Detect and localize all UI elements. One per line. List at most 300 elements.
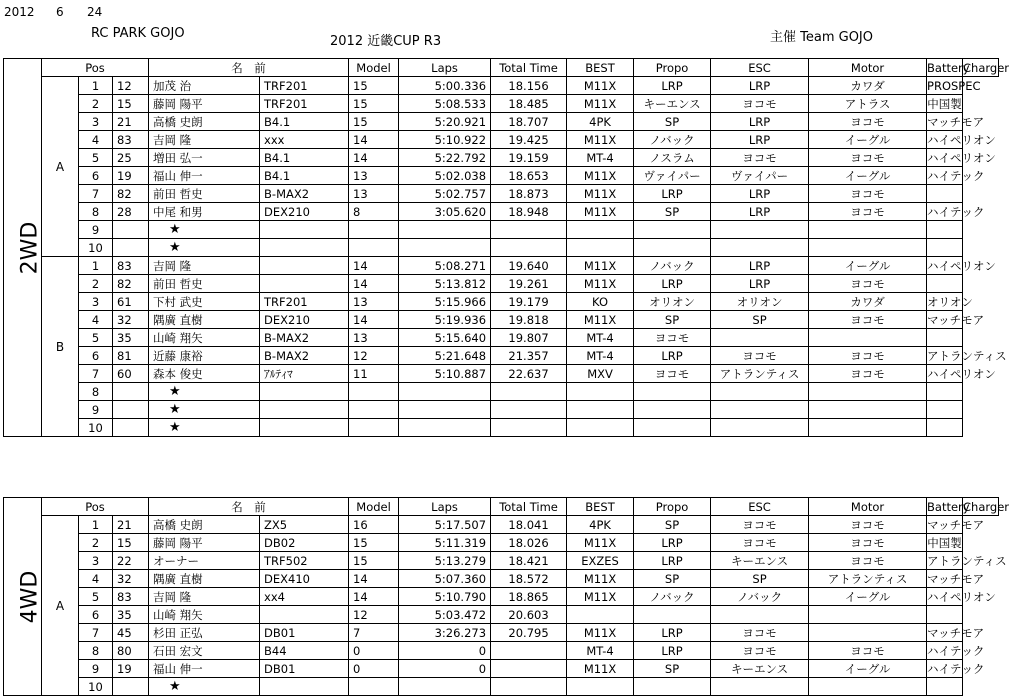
no-cell: 15 — [113, 534, 149, 552]
motor-cell: SP — [711, 311, 809, 329]
table-row — [4, 167, 999, 185]
col-header: Propo — [634, 59, 711, 77]
battery-cell: ヨコモ — [809, 185, 927, 203]
col-header: Charger — [963, 499, 1009, 514]
name-cell: 中尾 和男 — [149, 203, 260, 221]
pos-cell: 7 — [79, 365, 113, 383]
no-cell: 81 — [113, 347, 149, 365]
laps-cell: 12 — [349, 606, 399, 624]
propo-cell: M11X — [567, 185, 634, 203]
table-row — [4, 275, 999, 293]
col-header: Battery — [927, 60, 970, 75]
col-header-pos: Pos — [42, 59, 149, 77]
esc-cell: LRP — [634, 347, 711, 365]
pos-cell: 3 — [79, 113, 113, 131]
name-cell: 隅廣 直樹 — [149, 311, 260, 329]
total-cell: 5:15.640 — [399, 329, 491, 347]
pos-cell: 4 — [79, 570, 113, 588]
propo-cell — [567, 383, 634, 401]
model-cell: DEX210 — [260, 311, 349, 329]
charger-cell: マッチモア — [927, 114, 985, 129]
battery-cell: ヨコモ — [809, 149, 927, 167]
esc-cell — [634, 239, 711, 257]
no-cell: 80 — [113, 642, 149, 660]
name-cell: 隅廣 直樹 — [149, 570, 260, 588]
model-cell: TRF502 — [260, 552, 349, 570]
propo-cell — [567, 678, 634, 696]
name-cell: 加茂 治 — [149, 77, 260, 95]
name-cell: 増田 弘一 — [149, 149, 260, 167]
motor-cell — [711, 401, 809, 419]
category-text: 2WD — [17, 221, 43, 274]
table-row — [4, 113, 999, 131]
total-cell: 5:17.507 — [399, 516, 491, 534]
total-cell: 3:05.620 — [399, 203, 491, 221]
charger-cell: マッチモア — [927, 517, 985, 532]
name-cell: 福山 伸一 — [149, 660, 260, 678]
col-header: Laps — [399, 59, 491, 77]
pos-cell: 8 — [79, 383, 113, 401]
model-cell: DEX210 — [260, 203, 349, 221]
model-cell: TRF201 — [260, 95, 349, 113]
charger-cell: マッチモア — [927, 571, 985, 586]
no-cell: 82 — [113, 275, 149, 293]
no-cell: 21 — [113, 113, 149, 131]
model-cell: TRF201 — [260, 293, 349, 311]
best-cell: 19.159 — [491, 149, 567, 167]
battery-cell — [809, 606, 927, 624]
laps-cell — [349, 401, 399, 419]
propo-cell — [567, 401, 634, 419]
motor-cell: LRP — [711, 275, 809, 293]
motor-cell: アトランティス — [711, 365, 809, 383]
battery-cell: ヨコモ — [809, 516, 927, 534]
propo-cell: MT-4 — [567, 329, 634, 347]
table-row — [4, 516, 999, 534]
total-cell: 5:02.038 — [399, 167, 491, 185]
table-row — [4, 311, 999, 329]
laps-cell: 13 — [349, 329, 399, 347]
laps-cell — [349, 221, 399, 239]
motor-cell — [711, 239, 809, 257]
best-cell: 22.637 — [491, 365, 567, 383]
total-cell: 5:08.533 — [399, 95, 491, 113]
motor-cell: ヨコモ — [711, 149, 809, 167]
best-cell: 21.357 — [491, 347, 567, 365]
pos-cell: 6 — [79, 167, 113, 185]
motor-cell: ヨコモ — [711, 95, 809, 113]
charger-cell: ハイテック — [927, 204, 985, 219]
propo-cell: M11X — [567, 257, 634, 275]
motor-cell: ヴァイパー — [711, 167, 809, 185]
battery-cell — [809, 419, 927, 437]
charger-cell — [927, 678, 963, 696]
no-cell: 25 — [113, 149, 149, 167]
laps-cell: 8 — [349, 203, 399, 221]
name-cell: 吉岡 隆 — [149, 257, 260, 275]
battery-cell: ヨコモ — [809, 275, 927, 293]
total-cell: 5:00.336 — [399, 77, 491, 95]
table-row — [4, 552, 999, 570]
model-cell — [260, 678, 349, 696]
motor-cell: ヨコモ — [711, 534, 809, 552]
battery-cell: イーグル — [809, 257, 927, 275]
laps-cell: 15 — [349, 95, 399, 113]
motor-cell: ヨコモ — [711, 347, 809, 365]
pos-cell: 1 — [79, 77, 113, 95]
pos-cell: 6 — [79, 606, 113, 624]
battery-cell: ヨコモ — [809, 534, 927, 552]
battery-cell: ヨコモ — [809, 365, 927, 383]
motor-cell — [711, 383, 809, 401]
propo-cell: MXV — [567, 365, 634, 383]
col-header: Motor — [809, 498, 927, 516]
charger-cell: マッチモア — [927, 312, 985, 327]
table-row — [4, 203, 999, 221]
header-row — [4, 498, 999, 516]
no-cell: 61 — [113, 293, 149, 311]
no-cell: 35 — [113, 606, 149, 624]
date-year: 2012 — [4, 5, 35, 19]
total-cell: 5:15.966 — [399, 293, 491, 311]
model-cell — [260, 257, 349, 275]
best-cell: 18.653 — [491, 167, 567, 185]
best-cell — [491, 419, 567, 437]
model-cell: TRF201 — [260, 77, 349, 95]
motor-cell — [711, 221, 809, 239]
best-cell: 18.041 — [491, 516, 567, 534]
model-cell: B-MAX2 — [260, 185, 349, 203]
total-cell: 5:13.812 — [399, 275, 491, 293]
esc-cell: オリオン — [634, 293, 711, 311]
best-cell: 20.795 — [491, 624, 567, 642]
no-cell: 19 — [113, 660, 149, 678]
battery-cell: イーグル — [809, 588, 927, 606]
pos-cell: 3 — [79, 552, 113, 570]
best-cell: 18.572 — [491, 570, 567, 588]
charger-cell — [927, 185, 963, 203]
laps-cell: 13 — [349, 293, 399, 311]
esc-cell: LRP — [634, 77, 711, 95]
esc-cell — [634, 221, 711, 239]
laps-cell: 14 — [349, 275, 399, 293]
esc-cell — [634, 606, 711, 624]
charger-cell: ハイテック — [927, 643, 985, 658]
battery-cell — [809, 239, 927, 257]
pos-cell: 7 — [79, 624, 113, 642]
name-cell: 森本 俊史 — [149, 365, 260, 383]
model-cell: xx4 — [260, 588, 349, 606]
total-cell — [399, 419, 491, 437]
pos-cell: 6 — [79, 347, 113, 365]
table-row — [4, 239, 999, 257]
best-cell: 19.179 — [491, 293, 567, 311]
best-cell: 18.156 — [491, 77, 567, 95]
laps-cell: 12 — [349, 347, 399, 365]
no-cell — [113, 383, 149, 401]
model-cell — [260, 221, 349, 239]
name-cell: 藤岡 陽平 — [149, 95, 260, 113]
col-header: Model — [349, 59, 399, 77]
battery-cell: ヨコモ — [809, 552, 927, 570]
name-cell: ★ — [149, 383, 260, 401]
table-row — [4, 588, 999, 606]
propo-cell — [567, 221, 634, 239]
pos-cell: 9 — [79, 401, 113, 419]
propo-cell: 4PK — [567, 113, 634, 131]
table-row — [4, 293, 999, 311]
laps-cell — [349, 419, 399, 437]
col-header: Battery — [927, 499, 970, 514]
model-cell: B-MAX2 — [260, 329, 349, 347]
name-cell: 下村 武史 — [149, 293, 260, 311]
propo-cell: MT-4 — [567, 347, 634, 365]
name-cell: ★ — [149, 239, 260, 257]
no-cell: 35 — [113, 329, 149, 347]
laps-cell: 13 — [349, 167, 399, 185]
name-cell: 近藤 康裕 — [149, 347, 260, 365]
model-cell: ｱﾙﾃｨﾏ — [260, 365, 349, 383]
col-header: Model — [349, 498, 399, 516]
col-header: Propo — [634, 498, 711, 516]
category-label — [4, 498, 42, 696]
battery-cell: ヨコモ — [809, 203, 927, 221]
no-cell — [113, 239, 149, 257]
pos-cell: 10 — [79, 419, 113, 437]
no-cell: 83 — [113, 257, 149, 275]
best-cell: 19.261 — [491, 275, 567, 293]
name-cell: 杉田 正弘 — [149, 624, 260, 642]
no-cell: 83 — [113, 131, 149, 149]
motor-cell: ヨコモ — [711, 624, 809, 642]
propo-cell: MT-4 — [567, 149, 634, 167]
no-cell: 15 — [113, 95, 149, 113]
no-cell: 28 — [113, 203, 149, 221]
charger-cell — [927, 419, 963, 437]
best-cell: 19.818 — [491, 311, 567, 329]
charger-cell: ハイペリオン — [927, 258, 996, 273]
laps-cell — [349, 383, 399, 401]
best-cell: 19.425 — [491, 131, 567, 149]
best-cell: 18.948 — [491, 203, 567, 221]
propo-cell: M11X — [567, 588, 634, 606]
charger-cell — [927, 239, 963, 257]
charger-cell — [927, 329, 963, 347]
laps-cell: 15 — [349, 113, 399, 131]
propo-cell: M11X — [567, 660, 634, 678]
esc-cell: SP — [634, 203, 711, 221]
laps-cell — [349, 678, 399, 696]
laps-cell: 15 — [349, 77, 399, 95]
total-cell — [399, 239, 491, 257]
pos-cell: 2 — [79, 534, 113, 552]
laps-cell: 7 — [349, 624, 399, 642]
propo-cell: KO — [567, 293, 634, 311]
charger-cell — [927, 221, 963, 239]
name-cell: 前田 哲史 — [149, 185, 260, 203]
laps-cell: 0 — [349, 642, 399, 660]
battery-cell: ヨコモ — [809, 311, 927, 329]
battery-cell — [809, 221, 927, 239]
pos-cell: 5 — [79, 588, 113, 606]
battery-cell — [809, 678, 927, 696]
total-cell: 5:20.921 — [399, 113, 491, 131]
name-cell: 高橋 史朗 — [149, 113, 260, 131]
propo-cell: M11X — [567, 311, 634, 329]
group-label: B — [42, 257, 79, 437]
no-cell: 19 — [113, 167, 149, 185]
charger-cell: アトランティス — [927, 553, 1007, 568]
battery-cell — [809, 383, 927, 401]
charger-cell: ハイテック — [927, 168, 985, 183]
motor-cell: LRP — [711, 257, 809, 275]
best-cell: 18.485 — [491, 95, 567, 113]
battery-cell: イーグル — [809, 131, 927, 149]
model-cell: xxx — [260, 131, 349, 149]
esc-cell — [634, 678, 711, 696]
name-cell: 山崎 翔矢 — [149, 606, 260, 624]
no-cell: 12 — [113, 77, 149, 95]
propo-cell: M11X — [567, 167, 634, 185]
best-cell — [491, 221, 567, 239]
motor-cell: LRP — [711, 113, 809, 131]
name-cell: 吉岡 隆 — [149, 131, 260, 149]
charger-cell — [927, 401, 963, 419]
esc-cell: ノバック — [634, 131, 711, 149]
best-cell — [491, 239, 567, 257]
total-cell: 5:10.790 — [399, 588, 491, 606]
results-table-2wd — [3, 58, 1009, 437]
no-cell — [113, 401, 149, 419]
name-cell: 福山 伸一 — [149, 167, 260, 185]
esc-cell: LRP — [634, 552, 711, 570]
model-cell: DB02 — [260, 534, 349, 552]
pos-cell: 2 — [79, 95, 113, 113]
table-row — [4, 419, 999, 437]
total-cell: 5:10.922 — [399, 131, 491, 149]
battery-cell — [809, 624, 927, 642]
best-cell: 18.421 — [491, 552, 567, 570]
battery-cell — [809, 401, 927, 419]
table-row — [4, 678, 999, 696]
total-cell: 5:22.792 — [399, 149, 491, 167]
esc-cell: ヨコモ — [634, 365, 711, 383]
motor-cell: キーエンス — [711, 660, 809, 678]
charger-cell: ハイペリオン — [927, 589, 996, 604]
total-cell: 5:19.936 — [399, 311, 491, 329]
charger-cell: ハイテック — [927, 661, 985, 676]
date-day: 24 — [87, 5, 103, 19]
table-row — [4, 149, 999, 167]
best-cell: 19.640 — [491, 257, 567, 275]
charger-cell: PROSPEC — [927, 78, 981, 93]
best-cell: 18.865 — [491, 588, 567, 606]
propo-cell: M11X — [567, 77, 634, 95]
col-header-pos: Pos — [42, 498, 149, 516]
total-cell — [399, 221, 491, 239]
pos-cell: 9 — [79, 221, 113, 239]
charger-cell — [927, 383, 963, 401]
pos-cell: 8 — [79, 203, 113, 221]
best-cell — [491, 678, 567, 696]
no-cell: 83 — [113, 588, 149, 606]
table-row — [4, 606, 999, 624]
esc-cell: LRP — [634, 624, 711, 642]
category-text: 4WD — [17, 570, 43, 623]
esc-cell: SP — [634, 660, 711, 678]
battery-cell: イーグル — [809, 167, 927, 185]
model-cell — [260, 606, 349, 624]
model-cell: B4.1 — [260, 167, 349, 185]
venue-title: RC PARK GOJO — [91, 26, 185, 41]
esc-cell — [634, 383, 711, 401]
esc-cell: LRP — [634, 275, 711, 293]
motor-cell — [711, 329, 809, 347]
model-cell: B44 — [260, 642, 349, 660]
motor-cell: LRP — [711, 185, 809, 203]
propo-cell: M11X — [567, 131, 634, 149]
no-cell: 22 — [113, 552, 149, 570]
no-cell — [113, 221, 149, 239]
motor-cell — [711, 678, 809, 696]
esc-cell: LRP — [634, 534, 711, 552]
total-cell — [399, 383, 491, 401]
laps-cell: 0 — [349, 660, 399, 678]
pos-cell: 1 — [79, 516, 113, 534]
battery-cell: アトランティス — [809, 570, 927, 588]
charger-cell: 中国製 — [927, 96, 962, 111]
best-cell: 18.873 — [491, 185, 567, 203]
table-row — [4, 77, 999, 95]
best-cell: 18.707 — [491, 113, 567, 131]
propo-cell: MT-4 — [567, 642, 634, 660]
total-cell: 5:07.360 — [399, 570, 491, 588]
col-header: Charger — [963, 60, 1009, 75]
best-cell — [491, 383, 567, 401]
pos-cell: 3 — [79, 293, 113, 311]
battery-cell: アトラス — [809, 95, 927, 113]
name-cell: ★ — [149, 678, 260, 696]
esc-cell: SP — [634, 113, 711, 131]
group-label: A — [42, 516, 79, 696]
no-cell: 60 — [113, 365, 149, 383]
propo-cell: M11X — [567, 570, 634, 588]
table-row — [4, 570, 999, 588]
total-cell: 5:21.648 — [399, 347, 491, 365]
laps-cell: 13 — [349, 185, 399, 203]
motor-cell — [711, 419, 809, 437]
propo-cell: 4PK — [567, 516, 634, 534]
pos-cell: 10 — [79, 239, 113, 257]
name-cell: 藤岡 陽平 — [149, 534, 260, 552]
esc-cell: SP — [634, 570, 711, 588]
date-month: 6 — [56, 5, 64, 19]
name-cell: オーナー — [149, 552, 260, 570]
esc-cell — [634, 419, 711, 437]
motor-cell: オリオン — [711, 293, 809, 311]
best-cell — [491, 401, 567, 419]
results-table-4wd — [3, 497, 1009, 696]
motor-cell: ヨコモ — [711, 516, 809, 534]
pos-cell: 4 — [79, 131, 113, 149]
model-cell: B4.1 — [260, 113, 349, 131]
propo-cell — [567, 606, 634, 624]
total-cell: 5:03.472 — [399, 606, 491, 624]
propo-cell: EXZES — [567, 552, 634, 570]
no-cell — [113, 678, 149, 696]
pos-cell: 5 — [79, 329, 113, 347]
model-cell: DB01 — [260, 624, 349, 642]
